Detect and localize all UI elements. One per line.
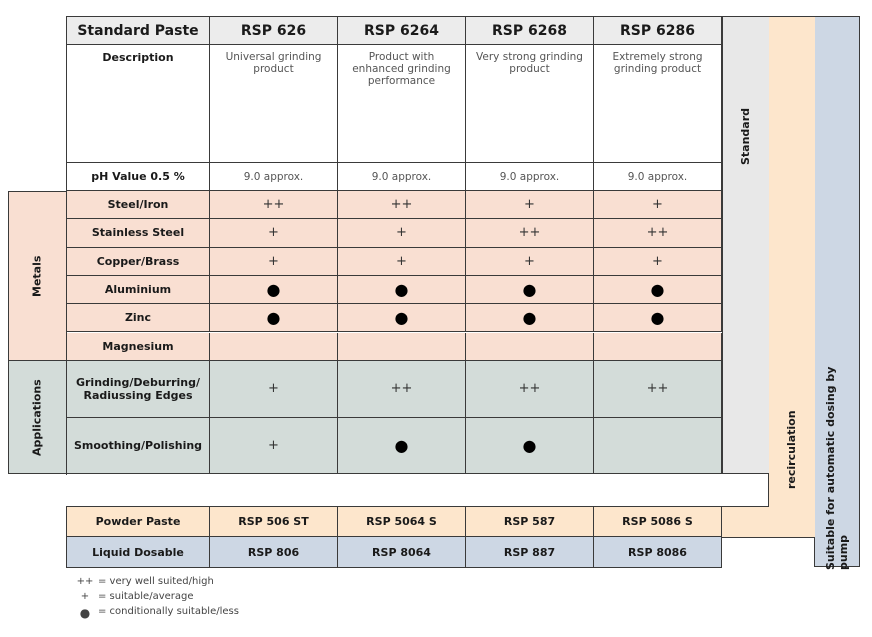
metal-rating: ● xyxy=(210,304,338,332)
metal-rating: ● xyxy=(338,276,466,304)
metal-rating: + xyxy=(594,191,722,219)
recirculation-band-extension xyxy=(722,506,769,538)
legend-key: ++ xyxy=(76,576,94,587)
legend-key: + xyxy=(80,591,90,602)
application-rating xyxy=(594,418,722,475)
legend-text: = very well suited/high xyxy=(98,576,214,587)
metal-rating: ● xyxy=(338,304,466,332)
standard-side-label: Standard xyxy=(739,107,752,165)
metal-rating: + xyxy=(594,248,722,276)
legend-item xyxy=(72,576,214,587)
pump-side-label: Suitable for automatic dosing by pump xyxy=(824,366,850,570)
powder-paste-label: Powder Paste xyxy=(66,506,210,537)
powder-paste-value: RSP 5064 S xyxy=(338,506,466,537)
powder-paste-value: RSP 587 xyxy=(466,506,594,537)
metal-row-label: Zinc xyxy=(66,304,210,332)
legend-key: ● xyxy=(79,606,91,620)
application-rating: + xyxy=(210,418,338,475)
application-rating: + xyxy=(210,361,338,418)
description-value: Universal grinding product xyxy=(210,45,338,163)
application-rating: ● xyxy=(466,418,594,475)
header-product: RSP 6286 xyxy=(594,16,722,45)
application-row-label: Grinding/Deburring/ Radiussing Edges xyxy=(66,361,210,418)
liquid-dosable-value: RSP 8086 xyxy=(594,537,722,568)
liquid-dosable-label: Liquid Dosable xyxy=(66,537,210,568)
metal-rating: ++ xyxy=(338,191,466,219)
metal-rating: ● xyxy=(466,304,594,332)
liquid-dosable-value: RSP 887 xyxy=(466,537,594,568)
metal-rating: + xyxy=(466,191,594,219)
metal-rating xyxy=(210,333,338,361)
header-label: Standard Paste xyxy=(66,16,210,45)
application-row-label: Smoothing/Polishing xyxy=(66,418,210,475)
liquid-dosable-value: RSP 806 xyxy=(210,537,338,568)
ph-label: pH Value 0.5 % xyxy=(66,163,210,191)
application-rating: ++ xyxy=(594,361,722,418)
metal-rating: + xyxy=(210,248,338,276)
metal-rating: + xyxy=(338,219,466,247)
legend-text: = conditionally suitable/less xyxy=(98,606,239,617)
metal-rating: ● xyxy=(466,276,594,304)
application-rating: ● xyxy=(338,418,466,475)
metal-rating: ++ xyxy=(210,191,338,219)
ph-value: 9.0 approx. xyxy=(210,163,338,191)
description-value: Very strong grinding product xyxy=(466,45,594,163)
legend-text: = suitable/average xyxy=(98,591,194,602)
metal-row-label: Steel/Iron xyxy=(66,191,210,219)
metal-rating xyxy=(594,333,722,361)
powder-paste-value: RSP 5086 S xyxy=(594,506,722,537)
metal-rating: ● xyxy=(594,304,722,332)
metal-row-label: Stainless Steel xyxy=(66,219,210,247)
legend-item xyxy=(72,591,194,602)
metal-row-label: Magnesium xyxy=(66,333,210,361)
applications-group-label: Applications xyxy=(30,379,44,456)
metal-rating: ++ xyxy=(594,219,722,247)
application-rating: ++ xyxy=(338,361,466,418)
powder-paste-value: RSP 506 ST xyxy=(210,506,338,537)
application-rating: ++ xyxy=(466,361,594,418)
metal-rating xyxy=(338,333,466,361)
ph-value: 9.0 approx. xyxy=(466,163,594,191)
metal-row-label: Aluminium xyxy=(66,276,210,304)
liquid-dosable-value: RSP 8064 xyxy=(338,537,466,568)
header-product: RSP 6264 xyxy=(338,16,466,45)
header-product: RSP 6268 xyxy=(466,16,594,45)
ph-value: 9.0 approx. xyxy=(594,163,722,191)
ph-value: 9.0 approx. xyxy=(338,163,466,191)
legend-item xyxy=(72,606,239,620)
metal-rating: + xyxy=(210,219,338,247)
metal-rating: + xyxy=(466,248,594,276)
metal-rating: ++ xyxy=(466,219,594,247)
recirculation-side-label: recirculation xyxy=(785,410,798,490)
metal-row-label: Copper/Brass xyxy=(66,248,210,276)
header-product: RSP 626 xyxy=(210,16,338,45)
description-label: Description xyxy=(66,45,210,163)
description-value: Product with enhanced grinding performance xyxy=(338,45,466,163)
metal-rating xyxy=(466,333,594,361)
metals-group-label: Metals xyxy=(30,255,44,297)
metal-rating: ● xyxy=(210,276,338,304)
metal-rating: ● xyxy=(594,276,722,304)
description-value: Extremely strong grinding product xyxy=(594,45,722,163)
metal-rating: + xyxy=(338,248,466,276)
